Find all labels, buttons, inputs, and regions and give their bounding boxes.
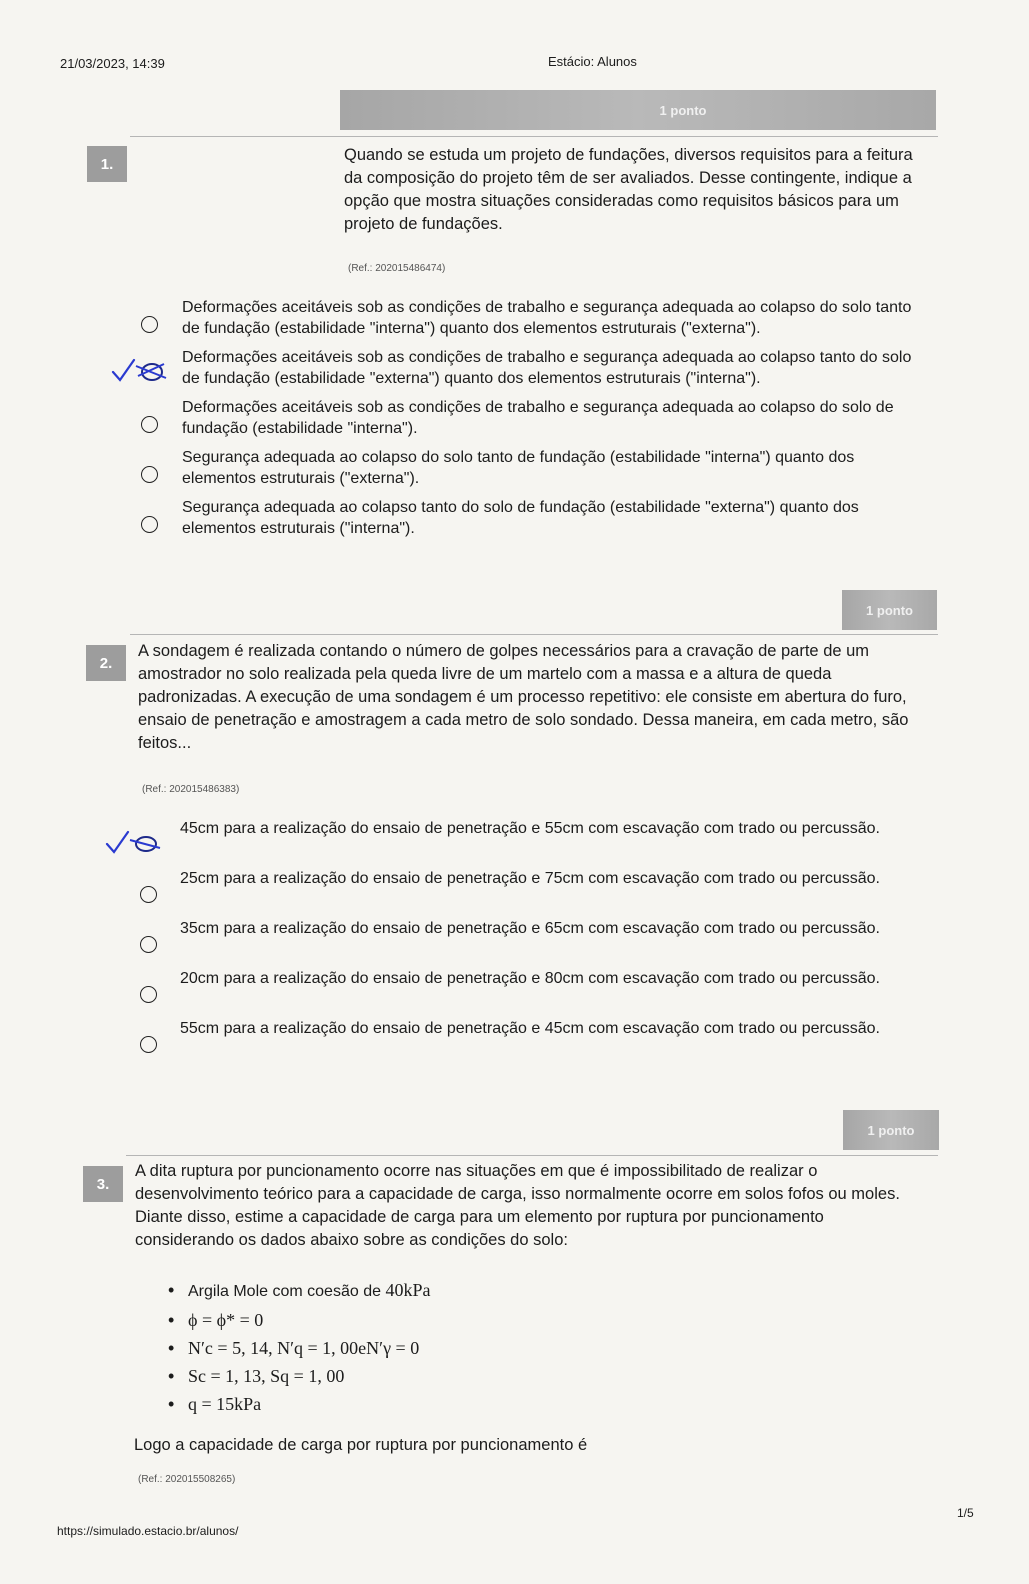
q2-option-2[interactable] (180, 868, 900, 889)
q1-divider (130, 136, 938, 137)
q2-stem: A sondagem é realizada contando o número de golpes necessários para a cravação de parte de um amostrador no solo realizada pela queda livre de um martelo com a massa e a altura de queda padronizadas. A execução de uma sondagem é um processo repetitivo: ele consiste em abertura do furo, ensaio de penetração e amostragem a cada metro de solo sondado. Dessa maneira, em cada metro, são feitos... (138, 642, 909, 752)
site-title: Estácio: Alunos (548, 54, 637, 69)
print-date: 21/03/2023, 14:39 (60, 56, 165, 71)
q3-stem: A dita ruptura por puncionamento ocorre nas situações em que é impossibilitado de realizar o desenvolvimento teórico para a capacidade de carga, isso normalmente ocorre em solos fofos ou moles. Diante disso, estime a capacidade de carga para um elemento por ruptura por puncionamento considerando os dados abaixo sobre as condições do solo: (135, 1162, 900, 1249)
q3-ref: (Ref.: 202015508265) (138, 1474, 236, 1485)
q2-number: 2. (86, 645, 126, 681)
q1-option-4-text: Segurança adequada ao colapso do solo tanto de fundação (estabilidade "interna") quanto dos elementos estruturais ("externa"). (182, 449, 855, 487)
q1-number: 1. (87, 146, 127, 182)
q1-option-3[interactable] (182, 397, 932, 439)
q3-data-list (168, 1276, 430, 1418)
q2-option-3-text: 35cm para a realização do ensaio de penetração e 65cm com escavação com trado ou percussão. (180, 920, 880, 937)
q1-stem: Quando se estuda um projeto de fundações, diversos requisitos para a feitura da composição do projeto têm de ser avaliados. Desse contingente, indique a opção que mostra situações consideradas como requisitos básicos para um projeto de fundações. (344, 146, 913, 233)
q1-option-1[interactable] (182, 297, 932, 339)
q1-option-1-radio[interactable] (141, 316, 158, 333)
q1-option-2[interactable] (182, 347, 932, 389)
q3-divider (126, 1155, 938, 1156)
q2-option-1[interactable] (180, 818, 900, 839)
q2-check-mark-icon (104, 828, 162, 858)
q1-option-2-text: Deformações aceitáveis sob as condições de trabalho e segurança adequada ao colapso tanto do solo de fundação (estabilidade "externa") quanto dos elementos estruturais ("interna"). (182, 349, 912, 387)
q1-option-5-text: Segurança adequada ao colapso tanto do solo de fundação (estabilidade "externa") quanto dos elementos estruturais ("interna"). (182, 499, 859, 537)
q2-option-5-radio[interactable] (140, 1036, 157, 1053)
page-number: 1/5 (957, 1506, 974, 1520)
q1-option-5-radio[interactable] (141, 516, 158, 533)
q3-bullet-5: • q = 15kPa (168, 1390, 430, 1418)
q1-option-3-text: Deformações aceitáveis sob as condições de trabalho e segurança adequada ao colapso do solo de fundação (estabilidade "interna"). (182, 399, 894, 437)
q1-points-label: 1 ponto (659, 102, 707, 118)
q1-check-mark-icon (110, 356, 168, 386)
q2-option-5-text: 55cm para a realização do ensaio de penetração e 45cm com escavação com trado ou percussão. (180, 1020, 880, 1037)
q3-bullet-2: • ϕ = ϕ* = 0 (168, 1306, 430, 1334)
footer-url: https://simulado.estacio.br/alunos/ (57, 1524, 239, 1538)
q2-option-1-text: 45cm para a realização do ensaio de penetração e 55cm com escavação com trado ou percussão. (180, 820, 880, 837)
q2-option-5[interactable] (180, 1018, 900, 1039)
q3-bullet-4: • Sc = 1, 13, Sq = 1, 00 (168, 1362, 430, 1390)
q1-option-5[interactable] (182, 497, 932, 539)
q3-points-bar (843, 1110, 939, 1150)
q3-points-label: 1 ponto (867, 1122, 915, 1138)
q2-divider (130, 634, 938, 635)
q2-option-3[interactable] (180, 918, 900, 939)
q2-option-2-text: 25cm para a realização do ensaio de penetração e 75cm com escavação com trado ou percussão. (180, 870, 880, 887)
q2-option-3-radio[interactable] (140, 936, 157, 953)
q2-option-4-radio[interactable] (140, 986, 157, 1003)
q2-points-bar (842, 590, 937, 630)
q1-ref: (Ref.: 202015486474) (348, 263, 446, 274)
q2-option-4[interactable] (180, 968, 900, 989)
q1-option-4-radio[interactable] (141, 466, 158, 483)
q2-option-2-radio[interactable] (140, 886, 157, 903)
q2-option-4-text: 20cm para a realização do ensaio de penetração e 80cm com escavação com trado ou percussão. (180, 970, 880, 987)
q1-option-1-text: Deformações aceitáveis sob as condições de trabalho e segurança adequada ao colapso do solo tanto de fundação (estabilidade "interna") quanto dos elementos estruturais ("externa"). (182, 299, 912, 337)
q1-option-4[interactable] (182, 447, 932, 489)
q3-closing-text: Logo a capacidade de carga por ruptura por puncionamento é (134, 1436, 588, 1454)
q2-ref: (Ref.: 202015486383) (142, 784, 240, 795)
q3-bullet-1: • Argila Mole com coesão de 40kPa (168, 1276, 430, 1306)
q1-option-3-radio[interactable] (141, 416, 158, 433)
q1-points-bar (340, 90, 936, 130)
q3-bullet-3: • N′c = 5, 14, N′q = 1, 00eN′γ = 0 (168, 1334, 430, 1362)
q2-points-label: 1 ponto (866, 602, 913, 618)
q3-number: 3. (83, 1166, 123, 1202)
